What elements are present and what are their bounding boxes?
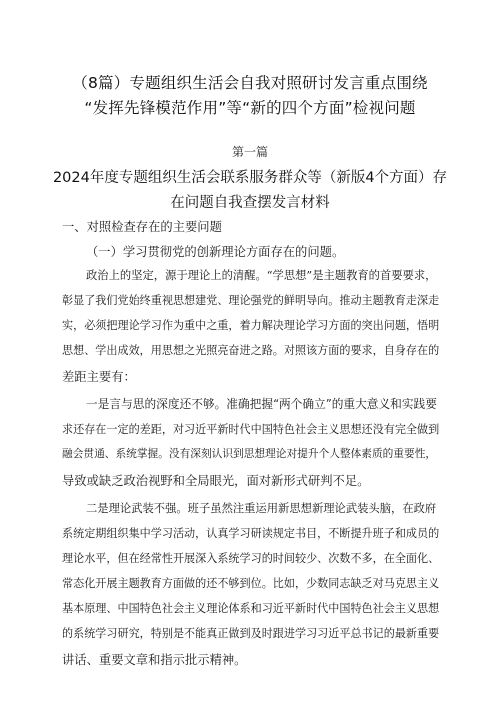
paragraph-1-line: 政治上的坚定，源于理论上的清醒。“学思想”是主题教育的首要要求， (86, 269, 437, 282)
paragraph-1-line: 彰显了我们党始终重视思想建党、理论强党的鲜明导向。推动主题教育走深走 (62, 294, 440, 307)
article-title-line-2: 在问题自我查摆发言材料 (170, 195, 330, 211)
document-title-line-1: （8篇）专题组织生活会自我对照研讨发言重点围绕 (72, 74, 428, 92)
paragraph-2-line: 融会贯通、系统掌握。没有深刻认识到思想理论对提升个人整体素质的重要性， (62, 447, 437, 460)
article-title-line-1: 2024年度专题组织生活会联系服务群众等（新版4个方面）存 (52, 170, 448, 186)
subsection-heading: （一）学习贯彻党的创新理论方面存在的问题。 (86, 245, 345, 259)
paragraph-3-line: 系统定期组织集中学习活动，认真学习研读规定书目，不断提升班子和成员的 (62, 527, 440, 540)
paragraph-3-line: 理论水平，但在经常性开展深入系统学习的时间较少、次数不多，在全面化、 (62, 552, 440, 565)
paragraph-2-line: 求还存在一定的差距，对习近平新时代中国特色社会主义思想还没有完全做到 (62, 423, 440, 436)
paragraph-2-line: 一是言与思的深度还不够。准确把握“两个确立”的重大意义和实践要 (86, 397, 437, 411)
document-title-line-2: “发挥先锋模范作用”等“新的四个方面”检视问题 (84, 99, 416, 117)
paragraph-1-line: 思想、学出成效，用思想之光照亮奋进之路。对照该方面的要求，自身存在的 (62, 344, 440, 357)
paragraph-3-line: 讲话、重要文章和指示批示精神。 (62, 653, 247, 667)
paragraph-3-line: 基本原理、中国特色社会主义理论体系和习近平新时代中国特色社会主义思想 (62, 602, 440, 615)
paragraph-2-line: 导致或缺乏政治视野和全局眼光，面对新形式研判不足。 (62, 474, 370, 488)
paragraph-3-line: 二是理论武装不强。班子虽然注重运用新思想新理论武装头脑，在政府 (86, 502, 437, 515)
paragraph-1-line: 实，必须把理论学习作为重中之重，着力解决理论学习方面的突出问题，悟明 (62, 319, 440, 332)
section-heading: 一、对照检查存在的主要问题 (62, 220, 222, 234)
paragraph-1-line: 差距主要有： (62, 370, 136, 384)
paragraph-3-line: 常态化开展主题教育方面做的还不够到位。比如，少数同志缺乏对马克思主义 (62, 577, 440, 590)
section-label: 第一篇 (231, 145, 268, 159)
paragraph-3-line: 的系统学习研究，特别是不能真正做到及时跟进学习习近平总书记的最新重要 (62, 627, 440, 640)
